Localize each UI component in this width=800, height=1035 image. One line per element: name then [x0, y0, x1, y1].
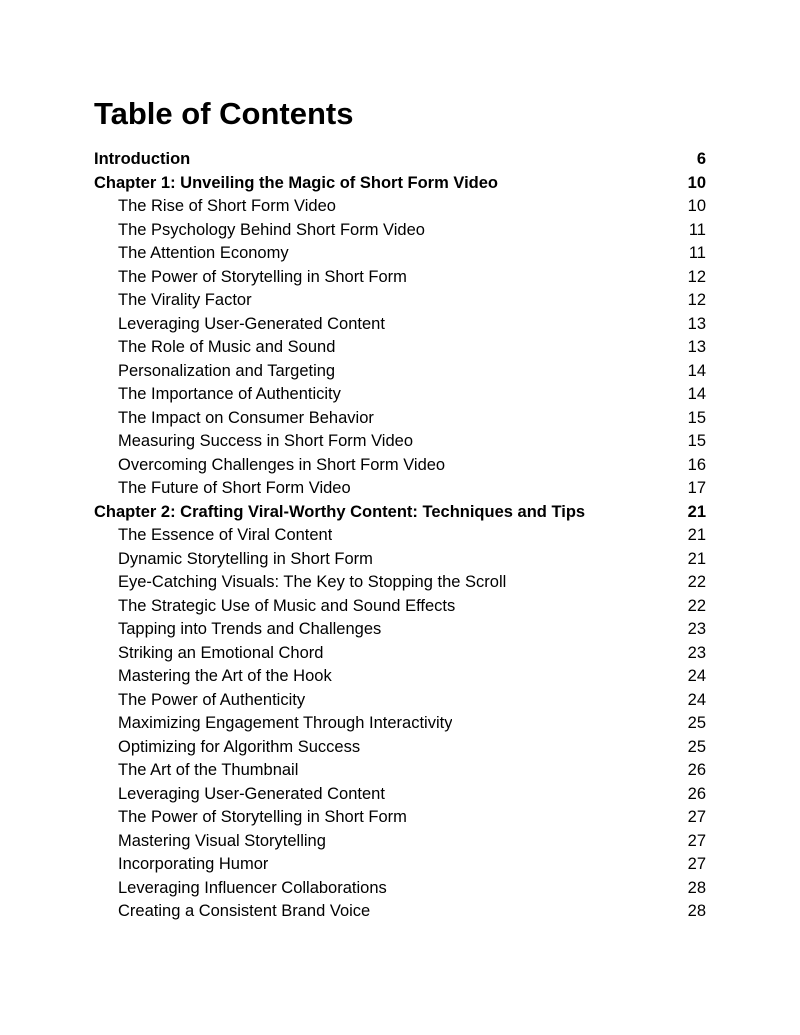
- toc-section-entry[interactable]: [94, 313, 706, 337]
- toc-section-entry[interactable]: [94, 759, 706, 783]
- toc-entry-title: Dynamic Storytelling in Short Form: [118, 549, 373, 568]
- toc-entry-page-number: 21: [687, 526, 706, 544]
- toc-entry-page-number: 26: [687, 784, 706, 803]
- toc-section-entry[interactable]: [94, 430, 706, 454]
- toc-section-entry[interactable]: [94, 454, 706, 478]
- toc-entry-title: Creating a Consistent Brand Voice: [118, 902, 371, 920]
- toc-entry-page-number: 24: [687, 690, 706, 709]
- toc-page: [94, 95, 706, 924]
- toc-section-entry[interactable]: [94, 195, 706, 219]
- toc-section-entry[interactable]: [94, 289, 706, 313]
- toc-chapter-entry[interactable]: [94, 501, 706, 525]
- toc-entry-title: The Essence of Viral Content: [118, 526, 333, 544]
- toc-entry-title: Chapter 1: Unveiling the Magic of Short Form Video: [94, 173, 498, 192]
- toc-entry-title: Chapter 2: Crafting Viral-Worthy Content: Techniques and Tips: [94, 502, 586, 521]
- toc-entry-title: Personalization and Targeting: [118, 361, 336, 380]
- toc-section-entry[interactable]: [94, 477, 706, 501]
- toc-section-entry[interactable]: [94, 783, 706, 807]
- toc-section-entry[interactable]: [94, 242, 706, 266]
- toc-section-entry[interactable]: [94, 383, 706, 407]
- toc-section-entry[interactable]: [94, 618, 706, 642]
- toc-entry-page-number: 14: [687, 361, 706, 380]
- toc-entry-title: Incorporating Humor: [118, 855, 269, 873]
- toc-section-entry[interactable]: [94, 360, 706, 384]
- toc-section-entry[interactable]: [94, 642, 706, 666]
- toc-entry-page-number: 16: [687, 455, 706, 474]
- toc-entry-page-number: 21: [687, 549, 706, 568]
- toc-section-entry[interactable]: [94, 665, 706, 689]
- toc-section-entry[interactable]: [94, 548, 706, 572]
- toc-entry-page-number: 25: [687, 737, 706, 756]
- toc-entry-page-number: 21: [687, 502, 706, 521]
- toc-entry-title: The Future of Short Form Video: [118, 479, 351, 497]
- toc-entry-title: Leveraging Influencer Collaborations: [118, 878, 387, 897]
- toc-entry-page-number: 27: [687, 808, 706, 826]
- toc-section-entry[interactable]: [94, 571, 706, 595]
- toc-entry-title: Overcoming Challenges in Short Form Video: [118, 455, 446, 474]
- toc-entry-page-number: 23: [687, 620, 706, 638]
- toc-entry-title: Maximizing Engagement Through Interactivity: [118, 714, 453, 732]
- toc-section-entry[interactable]: [94, 806, 706, 830]
- toc-entry-title: The Power of Storytelling in Short Form: [118, 267, 407, 286]
- toc-entry-page-number: 15: [687, 432, 706, 450]
- toc-entry-title: Introduction: [94, 150, 191, 168]
- toc-section-entry[interactable]: [94, 853, 706, 877]
- toc-entry-title: The Power of Authenticity: [118, 690, 306, 709]
- toc-entry-title: The Impact on Consumer Behavior: [118, 408, 374, 427]
- toc-entry-page-number: 27: [687, 855, 706, 873]
- toc-entry-page-number: 14: [687, 385, 706, 403]
- toc-entry-title: The Attention Economy: [118, 244, 289, 262]
- toc-chapter-entry[interactable]: [94, 148, 706, 172]
- toc-entry-page-number: 13: [687, 338, 706, 356]
- toc-section-entry[interactable]: [94, 524, 706, 548]
- toc-entry-page-number: 15: [687, 408, 706, 427]
- toc-section-entry[interactable]: [94, 595, 706, 619]
- toc-section-entry[interactable]: [94, 830, 706, 854]
- toc-chapter-entry[interactable]: [94, 172, 706, 196]
- toc-entry-title: Leveraging User-Generated Content: [118, 784, 385, 803]
- toc-section-entry[interactable]: [94, 877, 706, 901]
- toc-entry-page-number: 28: [687, 878, 706, 897]
- toc-entry-title: Tapping into Trends and Challenges: [118, 620, 382, 638]
- toc-entry-page-number: 12: [687, 267, 706, 286]
- toc-entry-title: Leveraging User-Generated Content: [118, 314, 385, 333]
- toc-entry-title: The Virality Factor: [118, 291, 252, 309]
- toc-entry-title: The Power of Storytelling in Short Form: [118, 808, 407, 826]
- toc-entry-page-number: 22: [687, 573, 706, 591]
- toc-entry-page-number: 28: [687, 902, 706, 920]
- toc-section-entry[interactable]: [94, 736, 706, 760]
- toc-section-entry[interactable]: [94, 407, 706, 431]
- toc-entry-page-number: 6: [696, 150, 706, 168]
- toc-entry-title: Optimizing for Algorithm Success: [118, 737, 361, 756]
- toc-entry-title: The Psychology Behind Short Form Video: [118, 220, 425, 239]
- toc-entry-page-number: 23: [687, 643, 706, 662]
- toc-entry-page-number: 12: [687, 291, 706, 309]
- toc-entry-title: The Role of Music and Sound: [118, 338, 336, 356]
- toc-entry-page-number: 11: [688, 244, 706, 262]
- toc-section-entry[interactable]: [94, 336, 706, 360]
- toc-entry-title: Eye-Catching Visuals: The Key to Stopping the Scroll: [118, 573, 507, 591]
- toc-entry-title: Mastering the Art of the Hook: [118, 667, 332, 685]
- toc-entry-title: The Strategic Use of Music and Sound Effects: [118, 596, 456, 615]
- toc-entry-page-number: 27: [687, 831, 706, 850]
- toc-entry-page-number: 13: [687, 314, 706, 333]
- toc-section-entry[interactable]: [94, 689, 706, 713]
- toc-entry-page-number: 24: [687, 667, 706, 685]
- toc-entry-title: The Rise of Short Form Video: [118, 197, 336, 215]
- toc-entry-page-number: 11: [688, 220, 706, 239]
- toc-entry-page-number: 25: [687, 714, 706, 732]
- toc-entry-title: Mastering Visual Storytelling: [118, 831, 326, 850]
- toc-entry-title: Striking an Emotional Chord: [118, 643, 324, 662]
- toc-entry-page-number: 26: [687, 761, 706, 779]
- toc-section-entry[interactable]: [94, 266, 706, 290]
- toc-entry-page-number: 10: [687, 197, 706, 215]
- toc-entry-page-number: 10: [687, 173, 706, 192]
- toc-entry-page-number: 22: [687, 596, 706, 615]
- toc-section-entry[interactable]: [94, 712, 706, 736]
- toc-section-entry[interactable]: [94, 900, 706, 924]
- toc-entry-title: The Art of the Thumbnail: [118, 761, 299, 779]
- toc-entry-title: Measuring Success in Short Form Video: [118, 432, 413, 450]
- toc-entry-page-number: 17: [687, 479, 706, 497]
- toc-list: [94, 148, 706, 924]
- toc-section-entry[interactable]: [94, 219, 706, 243]
- toc-heading: Table of Contents: [94, 96, 354, 131]
- toc-entry-title: The Importance of Authenticity: [118, 385, 341, 403]
